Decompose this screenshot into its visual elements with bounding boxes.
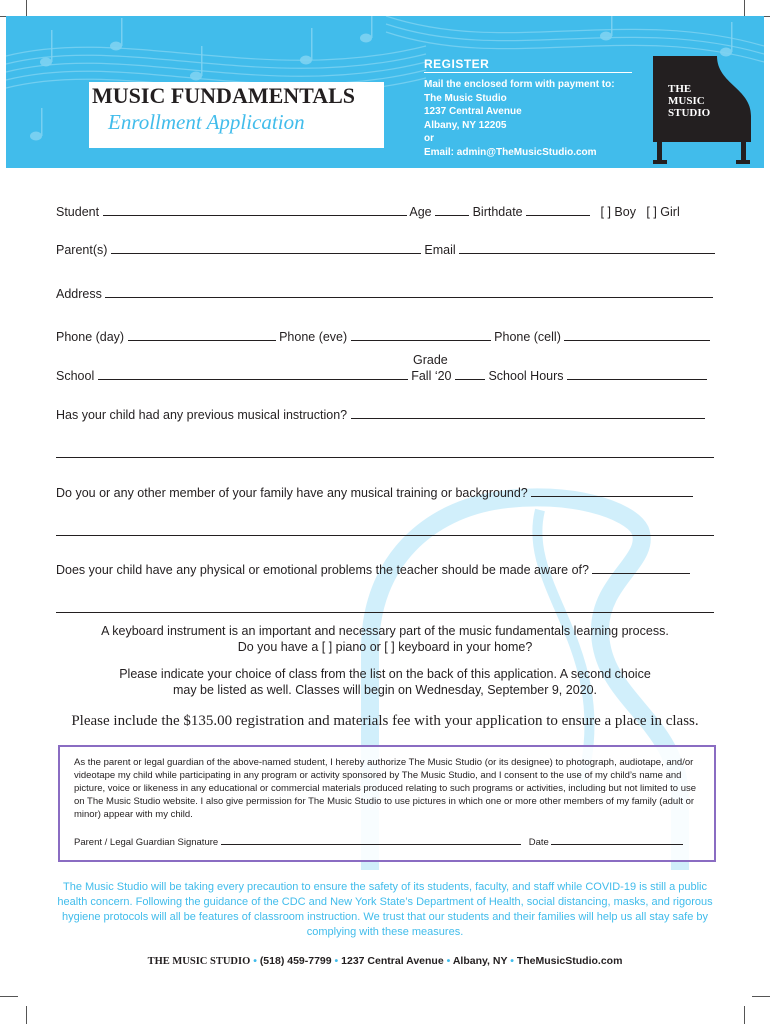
footer [0,955,770,967]
logo-wordmark [668,83,710,119]
footer-name: THE MUSIC STUDIO [147,956,251,967]
signature-row [74,835,683,848]
mailing-instructions [424,78,615,159]
phone-eve-label: Phone (eve) [279,330,348,344]
student-row [56,204,680,219]
phone-eve-field[interactable] [351,329,491,341]
question-2-continuation [56,524,714,539]
mail-line: 1237 Central Avenue [424,106,522,117]
register-divider [424,72,632,73]
page-title: MUSIC FUNDAMENTALS [92,83,355,108]
grade-field[interactable] [455,368,485,380]
mail-line: or [424,133,434,144]
mail-line: Albany, NY 12205 [424,119,507,131]
girl-checkbox[interactable]: [ ] Girl [646,205,680,219]
class-choice-line2: may be listed as well. Classes will begin on Wednesday, September 9, 2020. [172,683,598,697]
covid-notice: The Music Studio will be taking every precaution to ensure the safety of its students, faculty, and staff while COVID-19 is still a public health concern. Following the guidance of the CDC and New York State’s Department of Health, social distancing, masks, and rigorous hygiene protocols will all be features of classroom instruction. We trust that our students and their families will help us all stay safe by complying with these measures. [57,881,713,938]
mail-line: The Music Studio [424,92,507,104]
question-3-field-line2[interactable] [56,601,714,613]
school-row [56,368,707,383]
date-label: Date [528,837,549,848]
question-3-continuation [56,601,714,616]
footer-website[interactable]: TheMusicStudio.com [516,955,623,967]
address-label: Address [56,287,102,301]
keyboard-note-line1: A keyboard instrument is an important and necessary part of the music fundamentals learning process. [101,624,669,638]
birthdate-label: Birthdate [472,205,523,219]
consent-text: As the parent or legal guardian of the above-named student, I hereby authorize The Music Studio (or its designee) to photograph, audiotape, and/or videotape my child while participating in any program or activity sponsored by The Music Studio, and I consent to the use of my child’s name and picture, voice or likeness in any educational or commercial materials produced relating to such programs or activities, including but not limited to use on The Music Studio website. I also give permission for The Music Studio to use pictures in which one or more other members of my family (adult or minor) appear with my child. [74,757,697,820]
consent-box [58,745,716,862]
question-3-field[interactable] [592,562,690,574]
register-label: REGISTER [424,57,490,71]
logo-line: THE [668,83,692,95]
phone-cell-field[interactable] [564,329,710,341]
grade-fall-label: Fall ‘20 [411,369,452,383]
footer-address: 1237 Central Avenue [341,955,444,967]
keyboard-checkbox-line[interactable]: Do you have a [ ] piano or [ ] keyboard in your home? [237,640,533,654]
student-field[interactable] [103,204,407,216]
parents-field[interactable] [111,242,421,254]
footer-phone: (518) 459-7799 [259,955,332,967]
crop-mark [744,1006,745,1024]
address-field[interactable] [105,286,713,298]
school-label: School [56,369,95,383]
question-1-field[interactable] [351,407,705,419]
phone-day-label: Phone (day) [56,330,125,344]
phone-row [56,329,710,344]
grade-label: Grade [413,353,448,367]
question-3-label: Does your child have any physical or emotional problems the teacher should be made aware of? [56,563,589,577]
separator-dot: • [334,955,339,967]
footer-city: Albany, NY [452,955,508,967]
question-1-field-line2[interactable] [56,446,714,458]
crop-mark [752,996,770,997]
boy-checkbox[interactable]: [ ] Boy [600,205,636,219]
email-link[interactable]: Email: admin@TheMusicStudio.com [424,146,597,158]
birthdate-field[interactable] [526,204,590,216]
phone-cell-label: Phone (cell) [494,330,561,344]
question-1-row [56,407,705,422]
email-field[interactable] [459,242,715,254]
school-field[interactable] [98,368,408,380]
question-2-field[interactable] [531,485,693,497]
question-2-row [56,485,693,500]
signature-field[interactable] [221,835,521,845]
grade-label-row [413,353,448,367]
phone-day-field[interactable] [128,329,276,341]
separator-dot: • [253,955,257,967]
crop-mark [26,1006,27,1024]
separator-dot: • [510,955,514,967]
mail-line: Mail the enclosed form with payment to: [424,79,615,90]
address-row [56,286,713,301]
class-choice-line1: Please indicate your choice of class from the list on the back of this application. A second choice [119,667,651,681]
separator-dot: • [446,955,451,967]
signature-label: Parent / Legal Guardian Signature [74,837,219,848]
logo-line: MUSIC [668,95,705,107]
question-1-label: Has your child had any previous musical instruction? [56,408,348,422]
email-label: Email [424,243,456,257]
student-label: Student [56,205,100,219]
parents-row [56,242,715,257]
logo-line: STUDIO [668,107,711,119]
parents-label: Parent(s) [56,243,108,257]
question-3-row [56,562,690,577]
date-field[interactable] [551,835,683,845]
age-label: Age [409,205,432,219]
school-hours-field[interactable] [567,368,707,380]
page-subtitle: Enrollment Application [108,110,305,134]
crop-mark [0,996,18,997]
question-2-label: Do you or any other member of your family have any musical training or background? [56,486,528,500]
question-1-continuation [56,446,714,461]
age-field[interactable] [435,204,469,216]
fee-notice: Please include the $135.00 registration and materials fee with your application to ensure a place in class. [71,713,699,729]
school-hours-label: School Hours [488,369,564,383]
question-2-field-line2[interactable] [56,524,714,536]
